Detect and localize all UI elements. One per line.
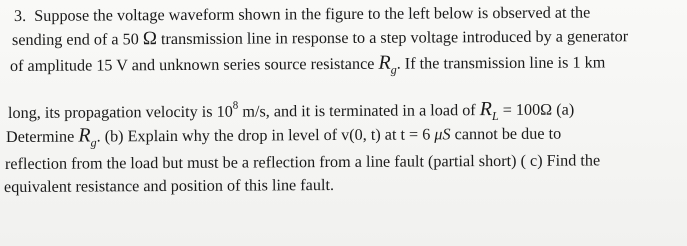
problem-line-5: Determine $R_g$. (b) Explain why the drop in level of v(0, t) at t = 6 μS cannot be due to [5,124,562,150]
problem-line-7: equivalent resistance and position of this line fault. [3,175,335,196]
problem-line-6: reflection from the load but must be a reflection from a line fault (partial short) ( c) Find the [4,151,601,173]
problem-line-2: sending end of a 50 Ω transmission line in response to a step voltage introduced by a generator [11,27,629,50]
problem-number: 3. [13,6,27,25]
rg-symbol-2: R [78,124,91,147]
problem-text-line-1: Suppose the voltage waveform shown in the figure to the left below is observed at the [34,3,591,25]
problem-line-4: long, its propagation velocity is $10^8$ m/s, and it is terminated in a load of $R_L = 100\Omega$ (a) [7,98,575,124]
problem-line-1 [14,2,590,26]
problem-line-3: of amplitude 15 V and unknown series source resistance $R_g$. If the transmission line is 1 km [9,51,606,77]
rl-symbol: R [479,98,493,121]
ohm-symbol: Ω [142,28,158,50]
microsecond-unit: μS [434,125,451,144]
exponent: 8 [232,99,239,112]
rg-symbol: R [378,51,391,74]
